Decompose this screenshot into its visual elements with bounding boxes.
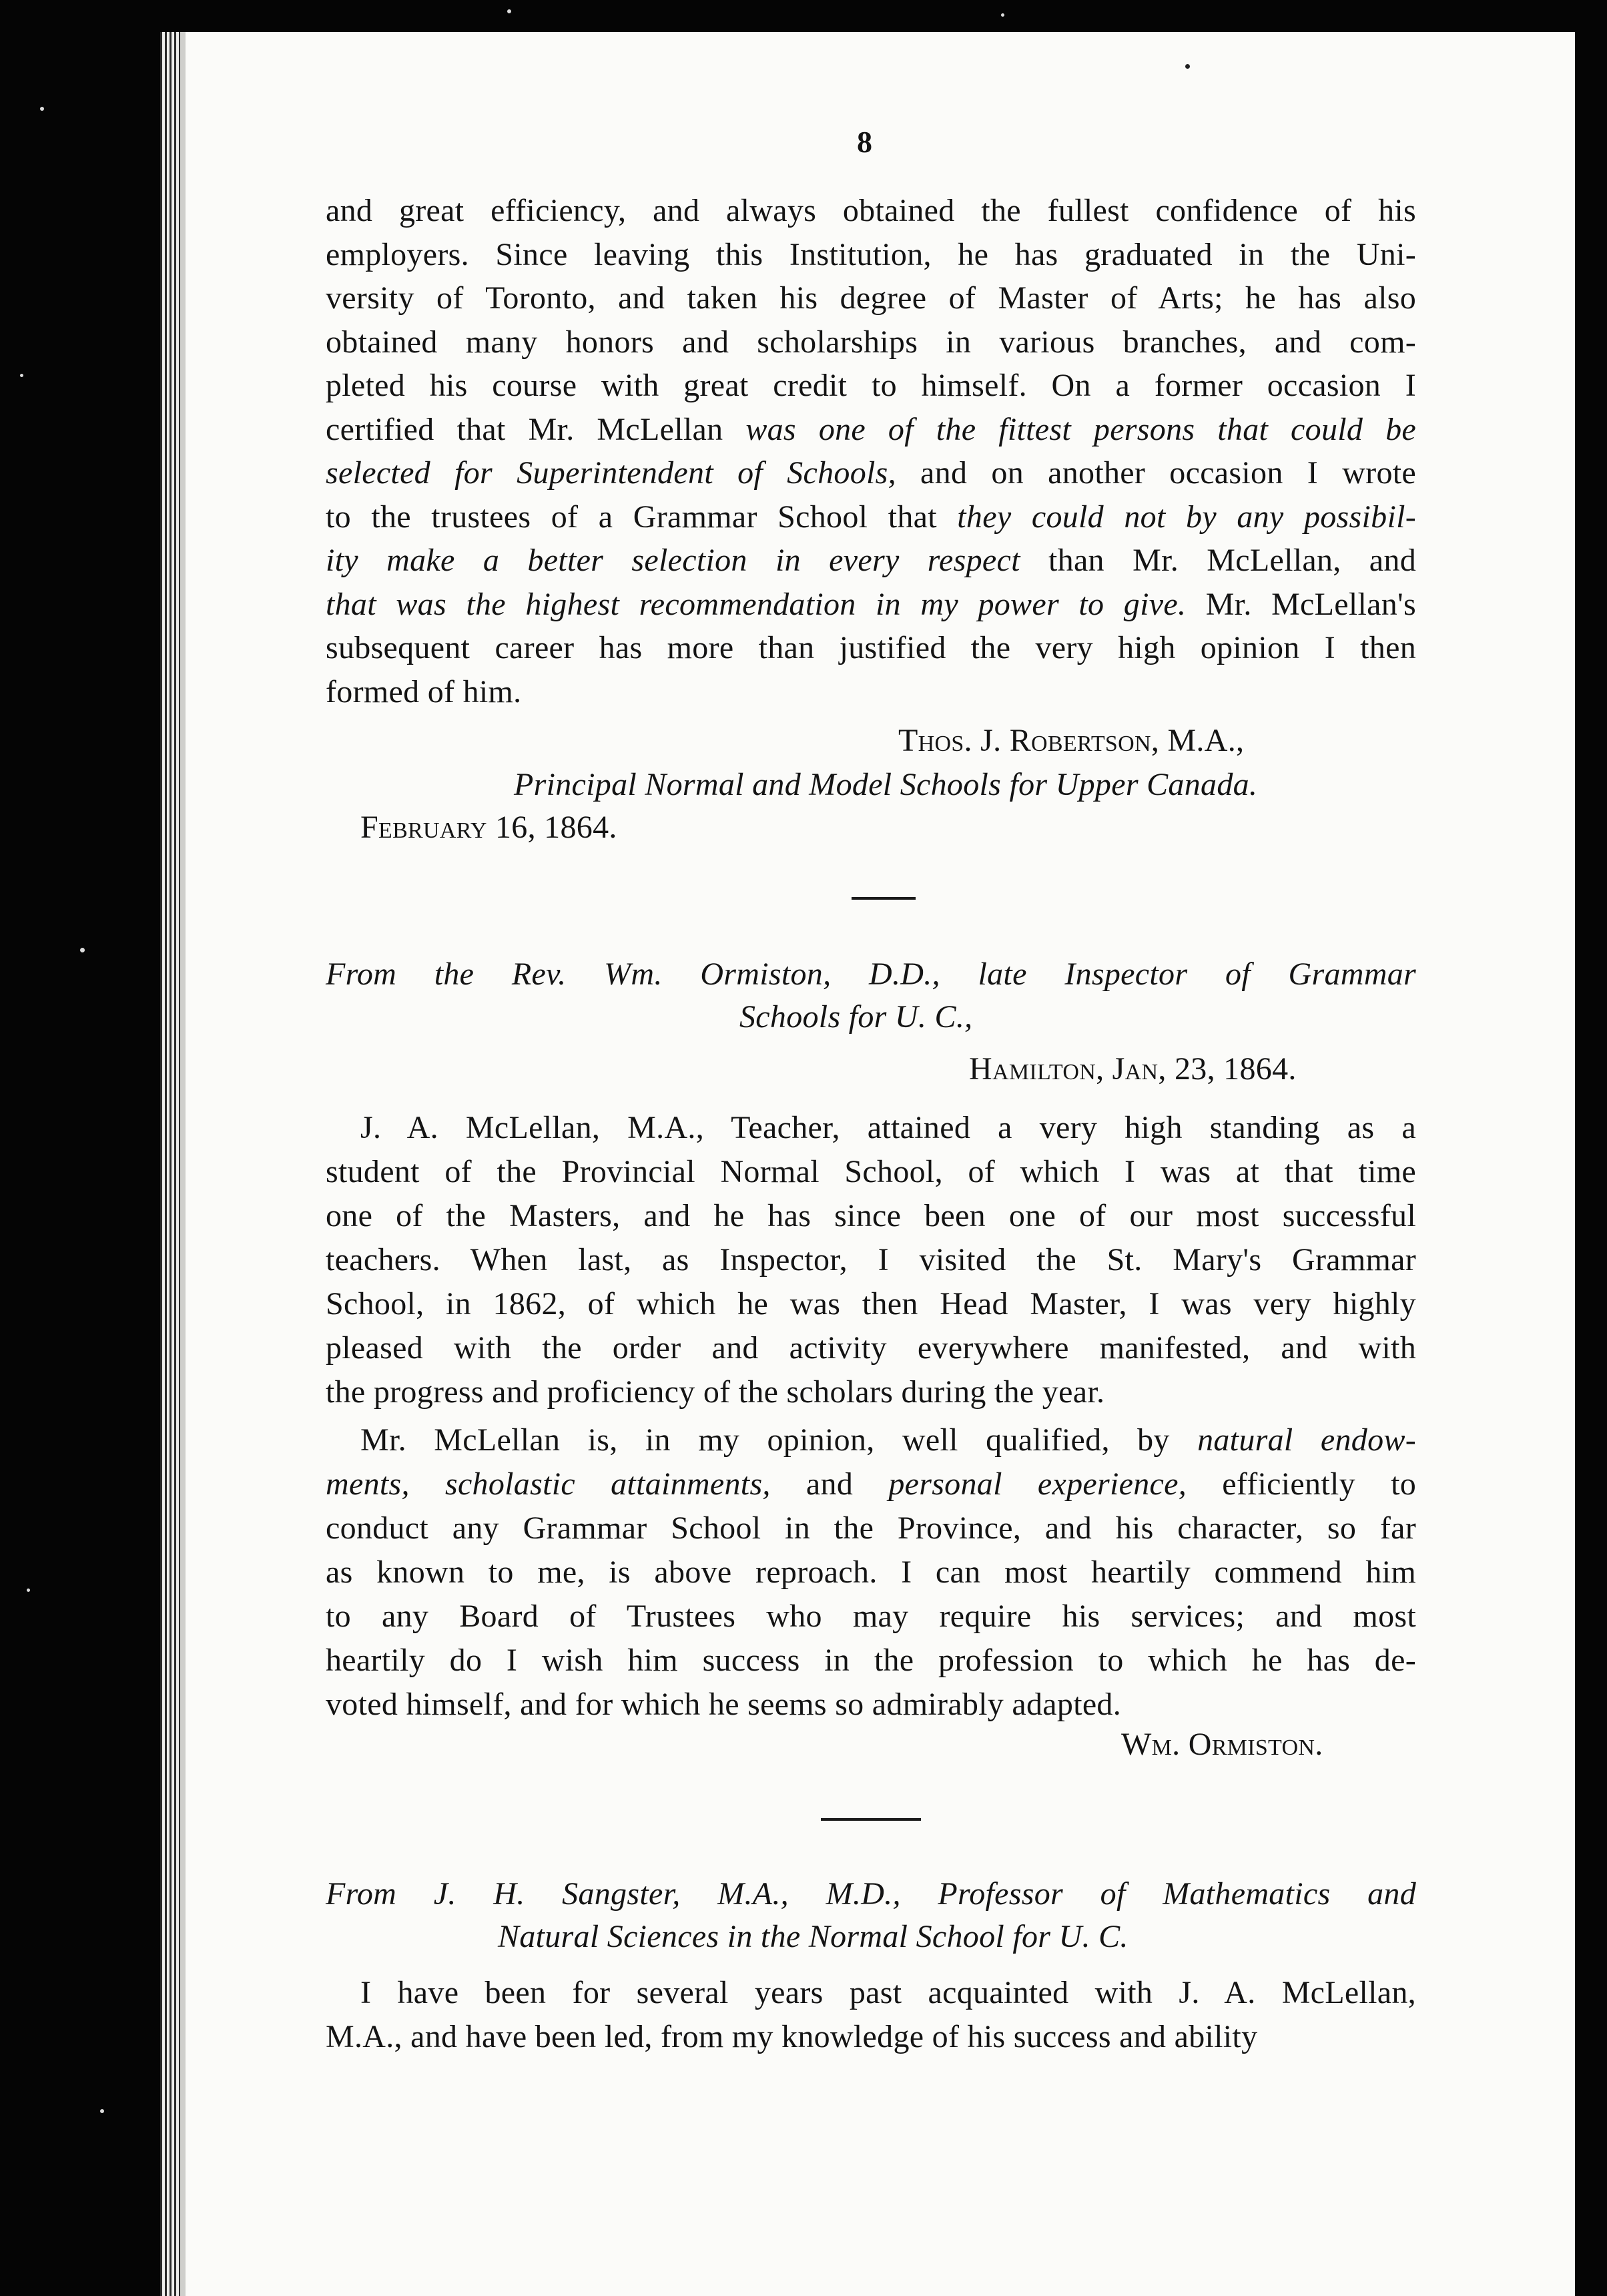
margin-speck xyxy=(1001,13,1004,17)
text-line xyxy=(326,542,1416,579)
text-run: than Mr. McLellan, and xyxy=(1020,543,1417,578)
text-line xyxy=(326,1197,1416,1234)
text-line xyxy=(326,2018,1416,2055)
italic-phrase: was one of the fittest persons that could be xyxy=(745,411,1416,447)
text-run: the progress and proficiency of the scholars during the year. xyxy=(326,1374,1105,1410)
text-line xyxy=(326,1554,1416,1591)
text-line xyxy=(360,1422,1416,1458)
binding-shadow xyxy=(180,32,186,2296)
text-run: to any Board of Trustees who may require his services; and most xyxy=(326,1599,1416,1634)
margin-speck xyxy=(100,2109,104,2113)
text-run: I have been for several years past acquainted with J. A. McLellan, xyxy=(360,1975,1416,2010)
text-run: and on another occasion I wrote xyxy=(896,455,1416,491)
text-run: to the trustees of a Grammar School that xyxy=(326,499,958,535)
binding-edge xyxy=(160,32,180,2296)
text-line xyxy=(326,1285,1416,1322)
text-line xyxy=(326,499,1416,535)
ormiston-place-date: Hamilton, Jan, 23, 1864. xyxy=(969,1051,1297,1087)
text-run: School, in 1862, of which he was then Head Master, I was very highly xyxy=(326,1286,1416,1322)
text-line xyxy=(326,324,1416,360)
text-run: pleased with the order and activity everywhere manifested, and with xyxy=(326,1330,1416,1366)
text-line xyxy=(326,673,1416,710)
robertson-signature: Thos. J. Robertson, M.A., xyxy=(898,723,1245,758)
text-line xyxy=(326,411,1416,448)
text-run: Mr. McLellan's xyxy=(1186,586,1416,622)
italic-phrase: ity make a better selection in every respect xyxy=(326,543,1020,578)
ormiston-heading-line2: Schools for U. C., xyxy=(739,999,973,1035)
page-number: 8 xyxy=(857,125,873,159)
margin-speck xyxy=(40,107,44,111)
text-run: student of the Provincial Normal School, of which I was at that time xyxy=(326,1154,1416,1189)
text-run: Mr. McLellan is, in my opinion, well qualified, by xyxy=(360,1422,1198,1458)
text-run: M.A., and have been led, from my knowledge of his success and ability xyxy=(326,2019,1258,2054)
text-run: subsequent career has more than justified the very high opinion I then xyxy=(326,630,1416,665)
margin-speck xyxy=(507,9,511,13)
text-run: versity of Toronto, and taken his degree of Master of Arts; he has also xyxy=(326,280,1416,316)
paper-dot xyxy=(1185,64,1190,69)
robertson-title: Principal Normal and Model Schools for Upper Canada. xyxy=(514,767,1258,802)
text-line xyxy=(326,586,1416,623)
text-run: efficiently to xyxy=(1187,1466,1417,1502)
section-divider xyxy=(821,1818,921,1821)
italic-phrase: ments, scholastic attainments, xyxy=(326,1466,771,1502)
text-line xyxy=(326,455,1416,491)
text-line xyxy=(326,280,1416,316)
text-line xyxy=(326,236,1416,273)
text-line xyxy=(326,1153,1416,1190)
text-line xyxy=(360,1974,1416,2011)
text-run: heartily do I wish him success in the profession to which he has de- xyxy=(326,1643,1416,1678)
text-run: employers. Since leaving this Institution, he has graduated in the Uni- xyxy=(326,236,1416,272)
text-line xyxy=(326,1598,1416,1635)
text-run: certified that Mr. McLellan xyxy=(326,411,746,447)
margin-speck xyxy=(80,948,85,952)
text-line xyxy=(326,1241,1416,1278)
italic-phrase: selected for Superintendent of Schools, xyxy=(326,455,896,491)
margin-speck xyxy=(20,374,23,377)
text-run: as known to me, is above reproach. I can most heartily commend him xyxy=(326,1554,1416,1590)
margin-speck xyxy=(27,1589,30,1592)
text-line xyxy=(360,1109,1416,1146)
text-line xyxy=(326,1374,1416,1410)
ormiston-signature: Wm. Ormiston. xyxy=(1121,1727,1323,1762)
text-line xyxy=(326,1330,1416,1366)
text-line xyxy=(326,192,1416,229)
text-run: and xyxy=(770,1466,889,1502)
text-run: pleted his course with great credit to himself. On a former occasion I xyxy=(326,368,1416,403)
italic-phrase: natural endow- xyxy=(1197,1422,1416,1458)
text-run: conduct any Grammar School in the Province, and his character, so far xyxy=(326,1510,1416,1546)
text-line xyxy=(326,1642,1416,1679)
robertson-date: February 16, 1864. xyxy=(360,810,617,845)
text-line xyxy=(326,1510,1416,1546)
text-run: teachers. When last, as Inspector, I visited the St. Mary's Grammar xyxy=(326,1242,1416,1277)
italic-phrase: that was the highest recommendation in my power to give. xyxy=(326,586,1187,622)
text-run: one of the Masters, and he has since been one of our most successful xyxy=(326,1198,1416,1233)
text-line xyxy=(326,1466,1416,1502)
section-divider xyxy=(852,897,916,900)
sangster-heading-line1: From J. H. Sangster, M.A., M.D., Professor of Mathematics and xyxy=(326,1876,1416,1912)
text-line xyxy=(326,367,1416,404)
italic-phrase: they could not by any possibil- xyxy=(957,499,1416,535)
text-run: and great efficiency, and always obtained the fullest confidence of his xyxy=(326,193,1416,228)
italic-phrase: personal experience, xyxy=(888,1466,1187,1502)
text-run: voted himself, and for which he seems so admirably adapted. xyxy=(326,1687,1122,1722)
text-run: obtained many honors and scholarships in various branches, and com- xyxy=(326,324,1416,360)
ormiston-heading-line1: From the Rev. Wm. Ormiston, D.D., late Inspector of Grammar xyxy=(326,956,1416,992)
sangster-heading-line2: Natural Sciences in the Normal School for U. C. xyxy=(498,1919,1129,1954)
text-line xyxy=(326,629,1416,666)
text-run: formed of him. xyxy=(326,673,522,709)
text-line xyxy=(326,1686,1416,1723)
text-run: J. A. McLellan, M.A., Teacher, attained a very high standing as a xyxy=(360,1110,1416,1145)
